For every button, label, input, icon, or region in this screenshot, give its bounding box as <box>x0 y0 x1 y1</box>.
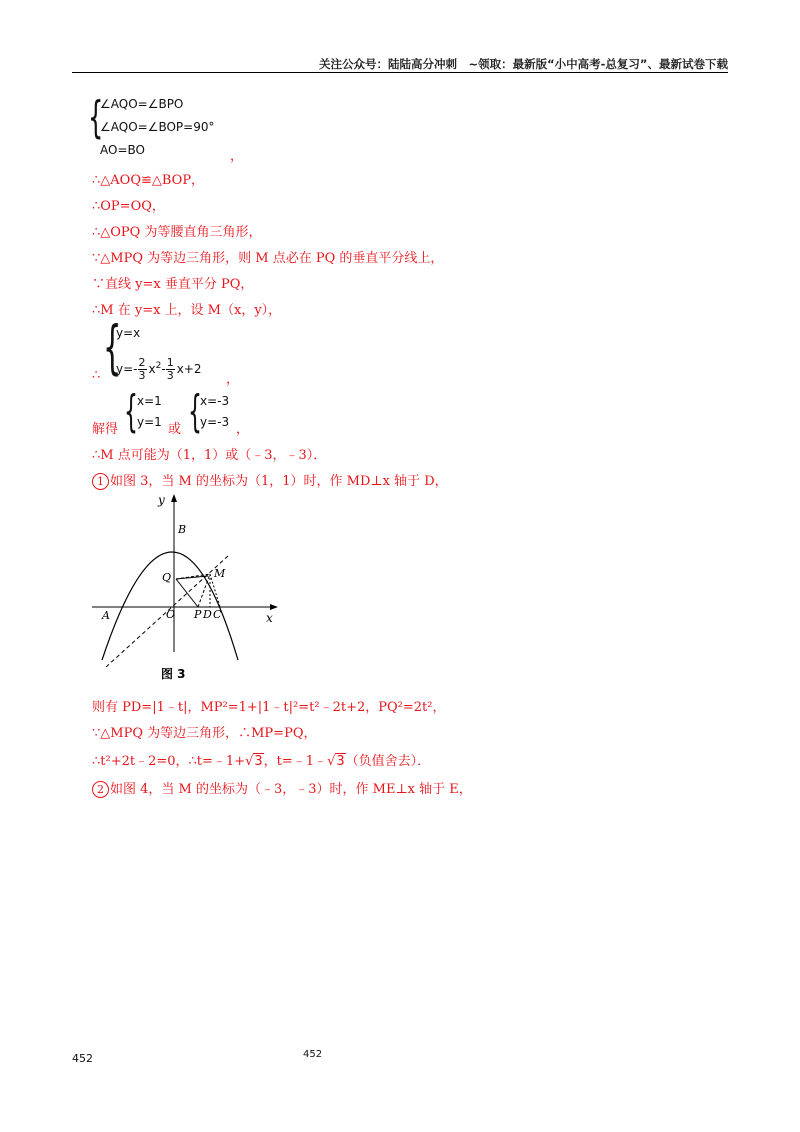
system2-brace: { <box>103 313 122 381</box>
line-mp-pq: ∵△MPQ 为等边三角形，∴MP=PQ， <box>92 726 317 741</box>
fraction-denominator: 3 <box>138 369 146 382</box>
fraction-2-3 <box>138 357 147 382</box>
system2-trail: ， <box>226 372 240 387</box>
system1-trail: ， <box>230 149 244 164</box>
solve-or: 或 <box>168 422 182 437</box>
page-number-left: 452 <box>72 1052 93 1065</box>
label-x: x <box>266 611 273 625</box>
header-rule <box>72 72 728 73</box>
line-solve-t-c: （负值舍去）． <box>345 754 431 769</box>
label-O: O <box>166 608 176 621</box>
fraction-1-3 <box>166 357 175 382</box>
case2-text: 如图 4，当 M 的坐标为（﹣3，﹣3）时，作 ME⊥x 轴于 E， <box>110 782 472 797</box>
solution1-row2: y=1 <box>137 415 162 429</box>
line-solve-t <box>92 750 430 769</box>
fraction-numerator: 2 <box>138 356 146 369</box>
system1-row1: ∠AQO=∠BPO <box>100 97 184 111</box>
figure-3 <box>88 492 288 682</box>
label-A: A <box>102 609 110 622</box>
solution2-row2: y=-3 <box>200 415 230 429</box>
sqrt-3: √3 <box>245 754 263 769</box>
system1-row2: ∠AQO=∠BOP=90° <box>100 120 215 134</box>
label-y: y <box>158 493 165 507</box>
label-D: D <box>203 608 212 621</box>
system2-row2-d: x+2 <box>176 362 202 376</box>
system2-exponent: 2 <box>155 361 162 371</box>
line-bisector: ∵直线 y=x 垂直平分 PQ， <box>92 277 254 292</box>
line-equilateral: ∵△MPQ 为等边三角形，则 M 点必在 PQ 的垂直平分线上， <box>92 251 444 266</box>
figure-caption: 图 3 <box>161 667 186 681</box>
system2-row1: y=x <box>116 326 141 340</box>
solve-brace-2: { <box>188 386 202 437</box>
sqrt-3: √3 <box>327 754 345 769</box>
line-op-oq: ∴OP=OQ， <box>92 199 165 214</box>
circled-number-1: 1 <box>92 473 109 490</box>
system2-row2 <box>116 348 201 384</box>
line-solve-t-b: ，t=﹣1﹣ <box>263 754 328 769</box>
label-Q: Q <box>162 571 172 584</box>
case1-line <box>92 470 448 490</box>
system2-prefix: ∴ <box>92 368 101 383</box>
label-C: C <box>213 608 222 621</box>
case1-text: 如图 3，当 M 的坐标为（1，1）时，作 MD⊥x 轴于 D， <box>110 474 448 489</box>
fraction-denominator: 3 <box>166 369 174 382</box>
line-pd: 则有 PD=|1﹣t|，MP²=1+|1﹣t|²=t²﹣2t+2，PQ²=2t²， <box>92 700 446 715</box>
circled-number-2: 2 <box>92 781 109 798</box>
system2-row2-c: - <box>161 362 166 376</box>
solution1-row1: x=1 <box>137 394 162 408</box>
label-B: B <box>178 523 187 536</box>
solution2-row1: x=-3 <box>200 394 230 408</box>
label-M: M <box>214 567 226 580</box>
label-P: P <box>194 608 202 621</box>
line-solve-t-a: ∴t²+2t﹣2=0，∴t=﹣1+ <box>92 754 246 769</box>
line-isosceles: ∴△OPQ 为等腰直角三角形， <box>92 225 262 240</box>
system1-brace: { <box>88 92 104 143</box>
page-number-center: 452 <box>303 1049 323 1060</box>
solve-trail: ， <box>236 422 250 437</box>
case2-line <box>92 778 472 798</box>
line-m-candidates: ∴M 点可能为（1，1）或（﹣3，﹣3）． <box>92 448 327 463</box>
system2-row2-b: x <box>148 362 156 376</box>
system1-row3: AO=BO <box>100 143 145 157</box>
line-congruent: ∴△AOQ≌△BOP， <box>92 173 205 188</box>
solve-label: 解得 <box>92 422 119 437</box>
page-header: 关注公众号：陆陆高分冲刺 ~领取：最新版“小中高考-总复习”、最新试卷下载 <box>318 57 728 71</box>
fraction-numerator: 1 <box>166 356 174 369</box>
line-m-on-yx: ∴M 在 y=x 上，设 M（x，y）， <box>92 303 282 318</box>
solve-brace-1: { <box>124 386 138 437</box>
system2-row2-a: y=- <box>116 362 138 376</box>
